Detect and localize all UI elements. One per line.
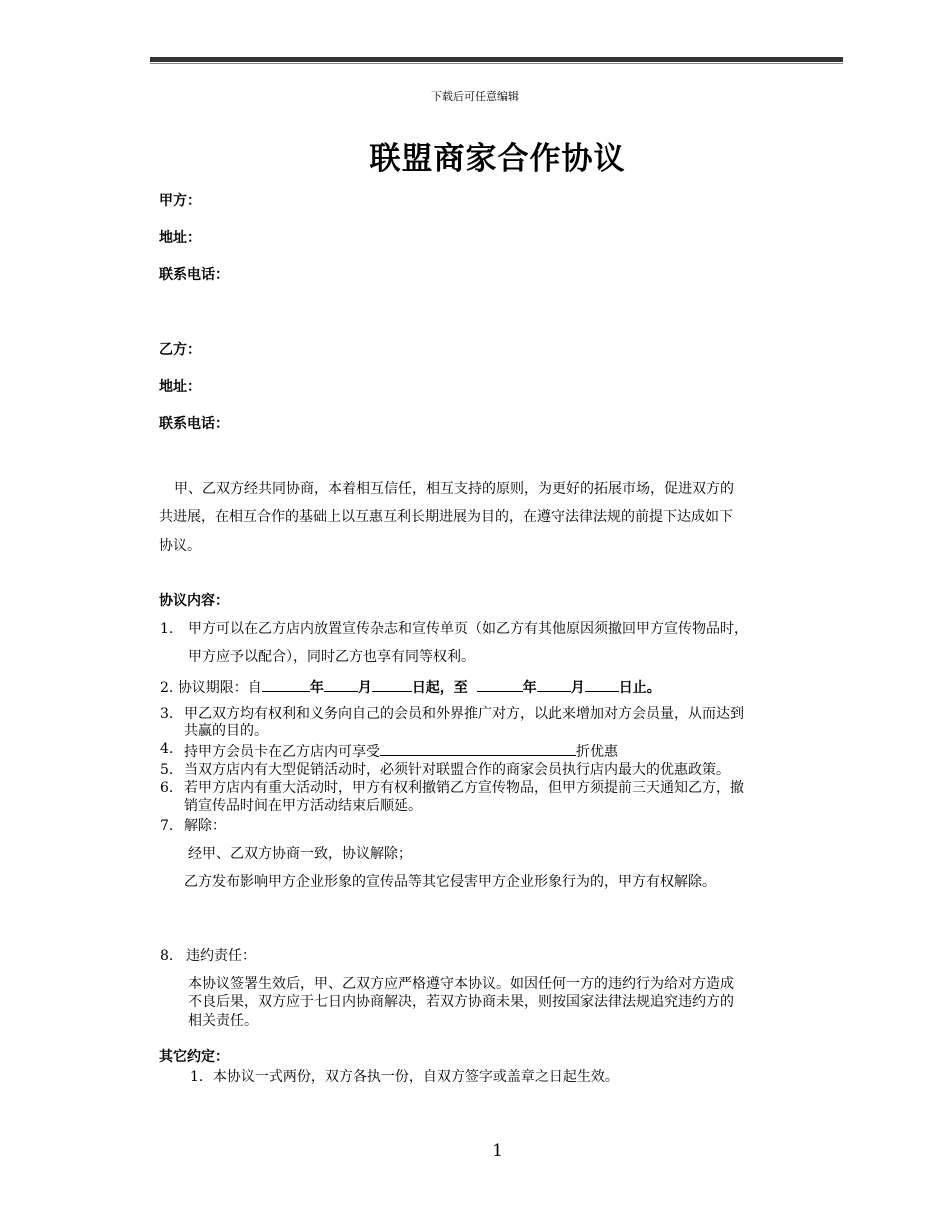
clause-6-number: 6. [160, 780, 174, 796]
party-a-phone-label: 联系电话： [159, 267, 229, 283]
party-a-label: 甲方： [159, 193, 201, 209]
top-rule [150, 57, 843, 62]
top-rule-thin [150, 63, 843, 64]
party-b-address-label: 地址： [159, 379, 201, 395]
party-a-address-label: 地址： [159, 230, 201, 246]
clause-7-item-2: 乙方发布影响甲方企业形象的宣传品等其它侵害甲方企业形象行为的，甲方有权解除。 [184, 874, 716, 890]
clause-1-line-2: 甲方应予以配合），同时乙方也享有同等权利。 [188, 649, 475, 665]
party-b-phone-label: 联系电话： [159, 416, 229, 432]
content-heading: 协议内容： [159, 593, 229, 609]
blank-day-start [372, 676, 412, 692]
clause-3-line-1: 甲乙双方均有权利和义务向自己的会员和外界推广对方，以此来增加对方会员量，从而达到 [184, 706, 744, 722]
clause-2-year-1: 年 [309, 680, 324, 696]
clause-4-number: 4. [160, 741, 174, 757]
blank-year-start [262, 676, 310, 692]
clause-2-prefix: 协议期限：自 [177, 680, 262, 696]
clause-2-day-2: 日止。 [618, 680, 661, 696]
clause-2-number: 2. [160, 680, 174, 696]
header-note: 下载后可任意编辑 [431, 90, 519, 103]
clause-3-number: 3. [160, 706, 174, 722]
clause-1-line-1: 甲方可以在乙方店内放置宣传杂志和宣传单页（如乙方有其他原因须撤回甲方宣传物品时， [188, 621, 748, 637]
clause-7-number: 7. [160, 818, 174, 834]
blank-month-end [537, 676, 571, 692]
other-item-1: 1．本协议一式两份，双方各执一份，自双方签字或盖章之日起生效。 [190, 1069, 619, 1085]
clause-7-title: 解除： [184, 818, 226, 834]
clause-2-day-1: 日起，至 [411, 680, 468, 696]
blank-month-start [324, 676, 358, 692]
clause-3-line-2: 共赢的目的。 [184, 723, 268, 739]
clause-8-line-2: 不良后果，双方应于七日内协商解决，若双方协商未果，则按国家法律法规追究违约方的 [188, 994, 734, 1010]
other-heading: 其它约定： [159, 1049, 229, 1065]
intro-line-2: 共进展，在相互合作的基础上以互惠互利长期进展为目的，在遵守法律法规的前提下达成如下 [159, 509, 733, 525]
clause-4-suffix: 折优惠 [576, 744, 618, 760]
blank-day-end [585, 676, 619, 692]
clause-4-prefix: 持甲方会员卡在乙方店内可享受 [184, 744, 380, 760]
clause-6-line-1: 若甲方店内有重大活动时，甲方有权利撤销乙方宣传物品，但甲方须提前三天通知乙方，撤 [184, 780, 744, 796]
clause-6-line-2: 销宣传品时间在甲方活动结束后顺延。 [184, 798, 422, 814]
clause-8-line-1: 本协议签署生效后，甲、乙双方应严格遵守本协议。如因任何一方的违约行为给对方造成 [188, 976, 734, 992]
clause-8-title: 违约责任： [186, 948, 256, 964]
blank-year-end [477, 676, 523, 692]
clause-8-line-3: 相关责任。 [188, 1013, 258, 1029]
clause-2-month-2: 月 [570, 680, 585, 696]
clause-7-item-1: 经甲、乙双方协商一致，协议解除； [188, 846, 412, 862]
clause-2-year-2: 年 [522, 680, 537, 696]
clause-8-number: 8. [160, 948, 174, 964]
clause-5-number: 5. [160, 762, 174, 778]
intro-line-3: 协议。 [159, 538, 201, 554]
page-number: 1 [492, 1141, 503, 1161]
clause-2-month-1: 月 [357, 680, 372, 696]
clause-2 [160, 676, 661, 697]
document-title: 联盟商家合作协议 [369, 141, 626, 177]
intro-line-1: 甲、乙双方经共同协商，本着相互信任，相互支持的原则，为更好的拓展市场，促进双方的 [174, 481, 734, 497]
blank-discount [380, 740, 576, 756]
party-b-label: 乙方： [159, 342, 201, 358]
clause-1-number: 1. [160, 621, 174, 637]
clause-4 [184, 740, 618, 761]
clause-5-text: 当双方店内有大型促销活动时，必须针对联盟合作的商家会员执行店内最大的优惠政策。 [184, 762, 730, 778]
